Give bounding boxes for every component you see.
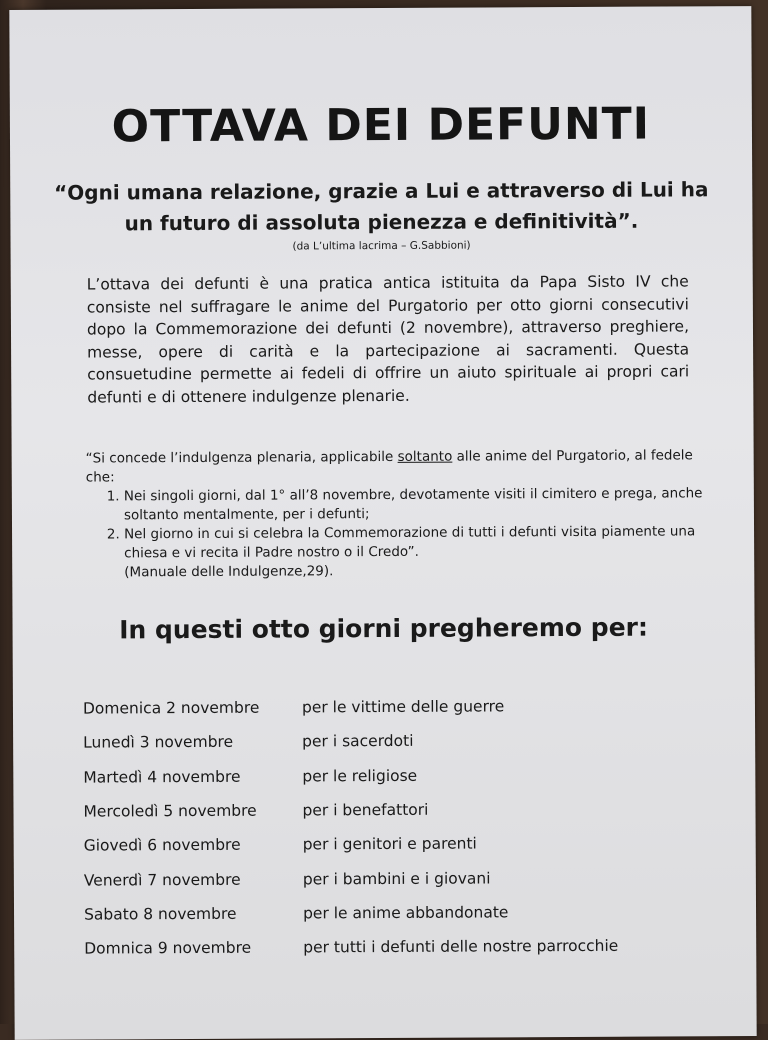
- schedule-intention: per le anime abbandonate: [302, 903, 509, 923]
- schedule-day: Giovedì 6 novembre: [83, 836, 241, 855]
- lead-text-end: alle anime del Purgatorio, al fedele che:: [85, 447, 693, 486]
- indulgence-lead: [86, 446, 706, 487]
- schedule-row: [83, 689, 617, 726]
- schedule-day: Domenica 2 novembre: [82, 698, 260, 718]
- schedule-row: [83, 723, 617, 760]
- schedule-row: [84, 860, 618, 897]
- schedule-day: Mercoledì 5 novembre: [83, 801, 257, 821]
- document-title: OTTAVA DEI DEFUNTI: [111, 98, 651, 153]
- indulgence-section: [86, 446, 707, 582]
- quote-source: (da L’ultima lacrima – G.Sabbioni): [292, 239, 471, 253]
- paper-sheet: [9, 6, 756, 1040]
- schedule-intention: per le religiose: [302, 766, 418, 786]
- schedule-row: [84, 929, 618, 966]
- schedule-day: Venerdì 7 novembre: [83, 870, 241, 890]
- quote: “Ogni umana relazione, grazie a Lui e attraverso di Lui ha un futuro di assoluta pienezza e definitività”.: [54, 177, 709, 236]
- schedule-row: [84, 895, 618, 932]
- indulgence-reference: (Manuale delle Indulgenze,29).: [124, 563, 334, 581]
- schedule-intention: per i bambini e i giovani: [302, 869, 491, 889]
- indulgence-item: 2. Nel giorno in cui si celebra la Commemorazione di tutti i defunti visita piamente una chiesa e vi recita il Padre nostro o il Credo”.: [124, 522, 706, 563]
- schedule-day: Sabato 8 novembre: [83, 904, 237, 924]
- schedule-intention: per i sacerdoti: [302, 732, 414, 751]
- schedule-day: Martedì 4 novembre: [83, 767, 241, 787]
- schedule: [83, 689, 618, 966]
- schedule-row: [83, 757, 617, 794]
- schedule-row: [84, 826, 618, 863]
- intro-paragraph: L’ottava dei defunti è una pratica antica istituita da Papa Sisto IV che consiste nel suffragare le anime del Purgatorio per otto giorni consecutivi dopo la Commemorazione dei defunti (2 novembre), attraverso preghiere, messe, opere di carità e la partecipazione ai sacramenti. Questa consuetudine permette ai fedeli di offrire un aiuto spirituale ai propri cari defunti e di ottenere indulgenze plenarie.: [86, 272, 690, 407]
- schedule-row: [83, 792, 617, 829]
- schedule-day: Lunedì 3 novembre: [83, 733, 234, 753]
- lead-underlined: soltanto: [397, 448, 453, 465]
- schedule-intention: per le vittime delle guerre: [301, 697, 505, 717]
- schedule-day: Domnica 9 novembre: [84, 938, 252, 958]
- indulgence-item: 1. Nei singoli giorni, dal 1° all’8 novembre, devotamente visiti il cimitero e prega, anche soltanto mentalmente, per i defunti;: [124, 484, 706, 525]
- section-heading: In questi otto giorni pregheremo per:: [119, 612, 649, 645]
- schedule-intention: per tutti i defunti delle nostre parrocchie: [303, 936, 619, 957]
- indulgence-list: [86, 484, 706, 563]
- schedule-intention: per i genitori e parenti: [302, 834, 477, 854]
- schedule-intention: per i benefattori: [302, 800, 429, 820]
- lead-text: “Si concede l’indulgenza plenaria, applicabile: [85, 448, 398, 467]
